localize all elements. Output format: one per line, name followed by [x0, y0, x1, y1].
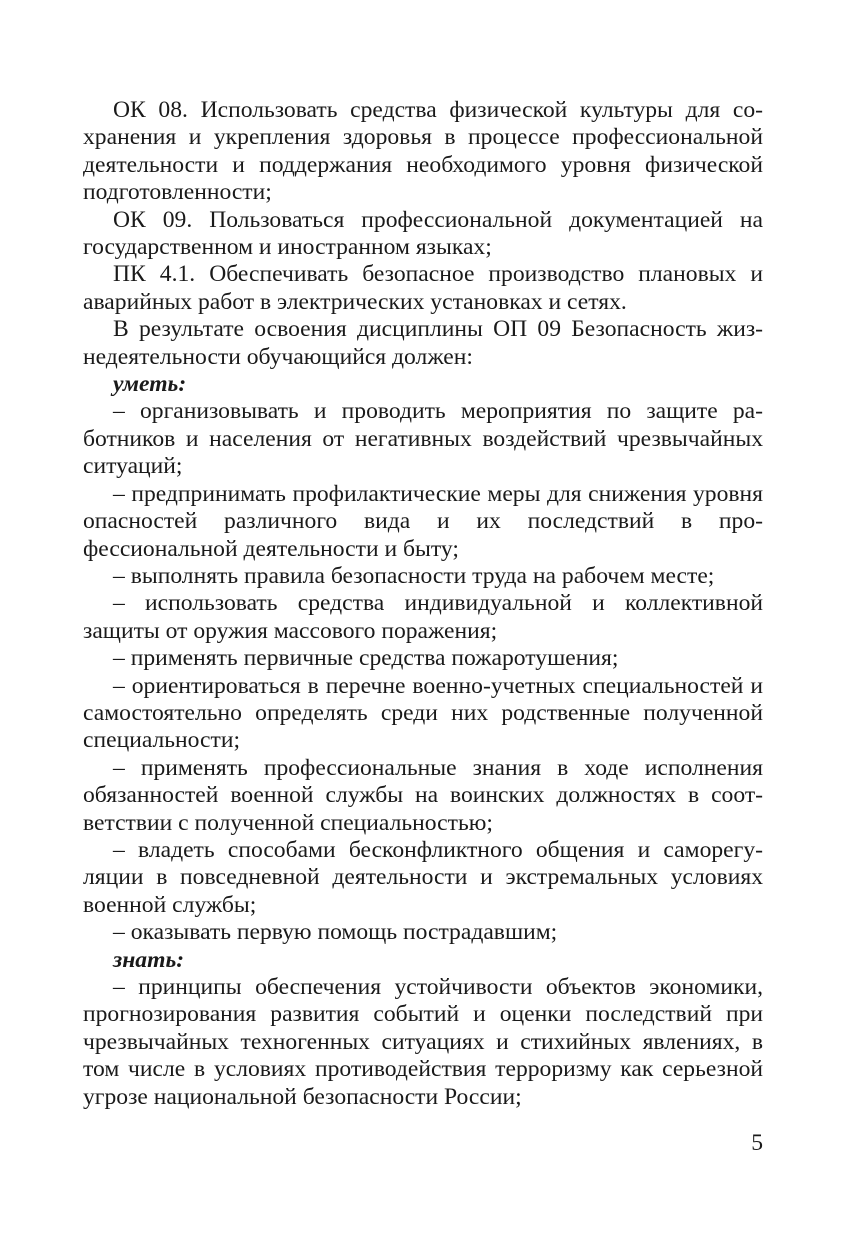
- list-item-knowledge: – принципы обеспечения устойчивости объектов экономики, прогнозирования развития событий и оценки последствий при чрезвычайных техногенных ситуациях и стихийных явлениях, в том числе в условиях противодействия терроризму как серьезной угрозе национальной безопасности России;: [83, 974, 763, 1110]
- list-item-skill: – использовать средства индивидуальной и коллективной защиты от оружия массового поражения;: [83, 590, 763, 644]
- list-item-skill: – применять профессиональные знания в ходе исполнения обязанностей военной службы на воинских должностях в соответствии с полученной специальностью;: [83, 754, 763, 836]
- list-item-skill: – предпринимать профилактические меры для снижения уровня опасностей различного вида и их последствий в профессиональной деятельности и быту;: [83, 480, 763, 562]
- paragraph-result-intro: В результате освоения дисциплины ОП 09 Безопасность жизнедеятельности обучающийся должен:: [83, 316, 763, 370]
- paragraph-ok09: ОК 09. Пользоваться профессиональной документацией на государственном и иностранном языках;: [83, 206, 763, 261]
- list-item-skill: – владеть способами бесконфликтного общения и саморегуляции в повседневной деятельности и экстремальных условиях военной службы;: [83, 836, 763, 918]
- heading-znat: знать:: [113, 946, 185, 973]
- list-item-skill: – выполнять правила безопасности труда на рабочем месте;: [113, 562, 715, 589]
- page-number: 5: [751, 1130, 763, 1156]
- list-item-skill: – применять первичные средства пожаротушения;: [113, 645, 619, 672]
- heading-umet: уметь:: [113, 371, 187, 398]
- list-item-skill: – оказывать первую помощь пострадавшим;: [113, 919, 558, 946]
- paragraph-pk41: ПК 4.1. Обеспечивать безопасное производство плановых и аварийных работ в электрических установках и сетях.: [83, 261, 763, 315]
- page-body: [83, 97, 763, 1111]
- list-item-skill: – организовывать и проводить мероприятия по защите работников и населения от негативных воздействий чрезвычайных ситуаций;: [83, 398, 763, 480]
- list-item-skill: – ориентироваться в перечне военно-учетных специальностей и самостоятельно определять среди них родственные полученной специальности;: [83, 672, 763, 754]
- paragraph-ok08: ОК 08. Использовать средства физической культуры для сохранения и укрепления здоровья в процессе профессиональной деятельности и поддержания необходимого уровня физической подготовленности;: [83, 97, 763, 206]
